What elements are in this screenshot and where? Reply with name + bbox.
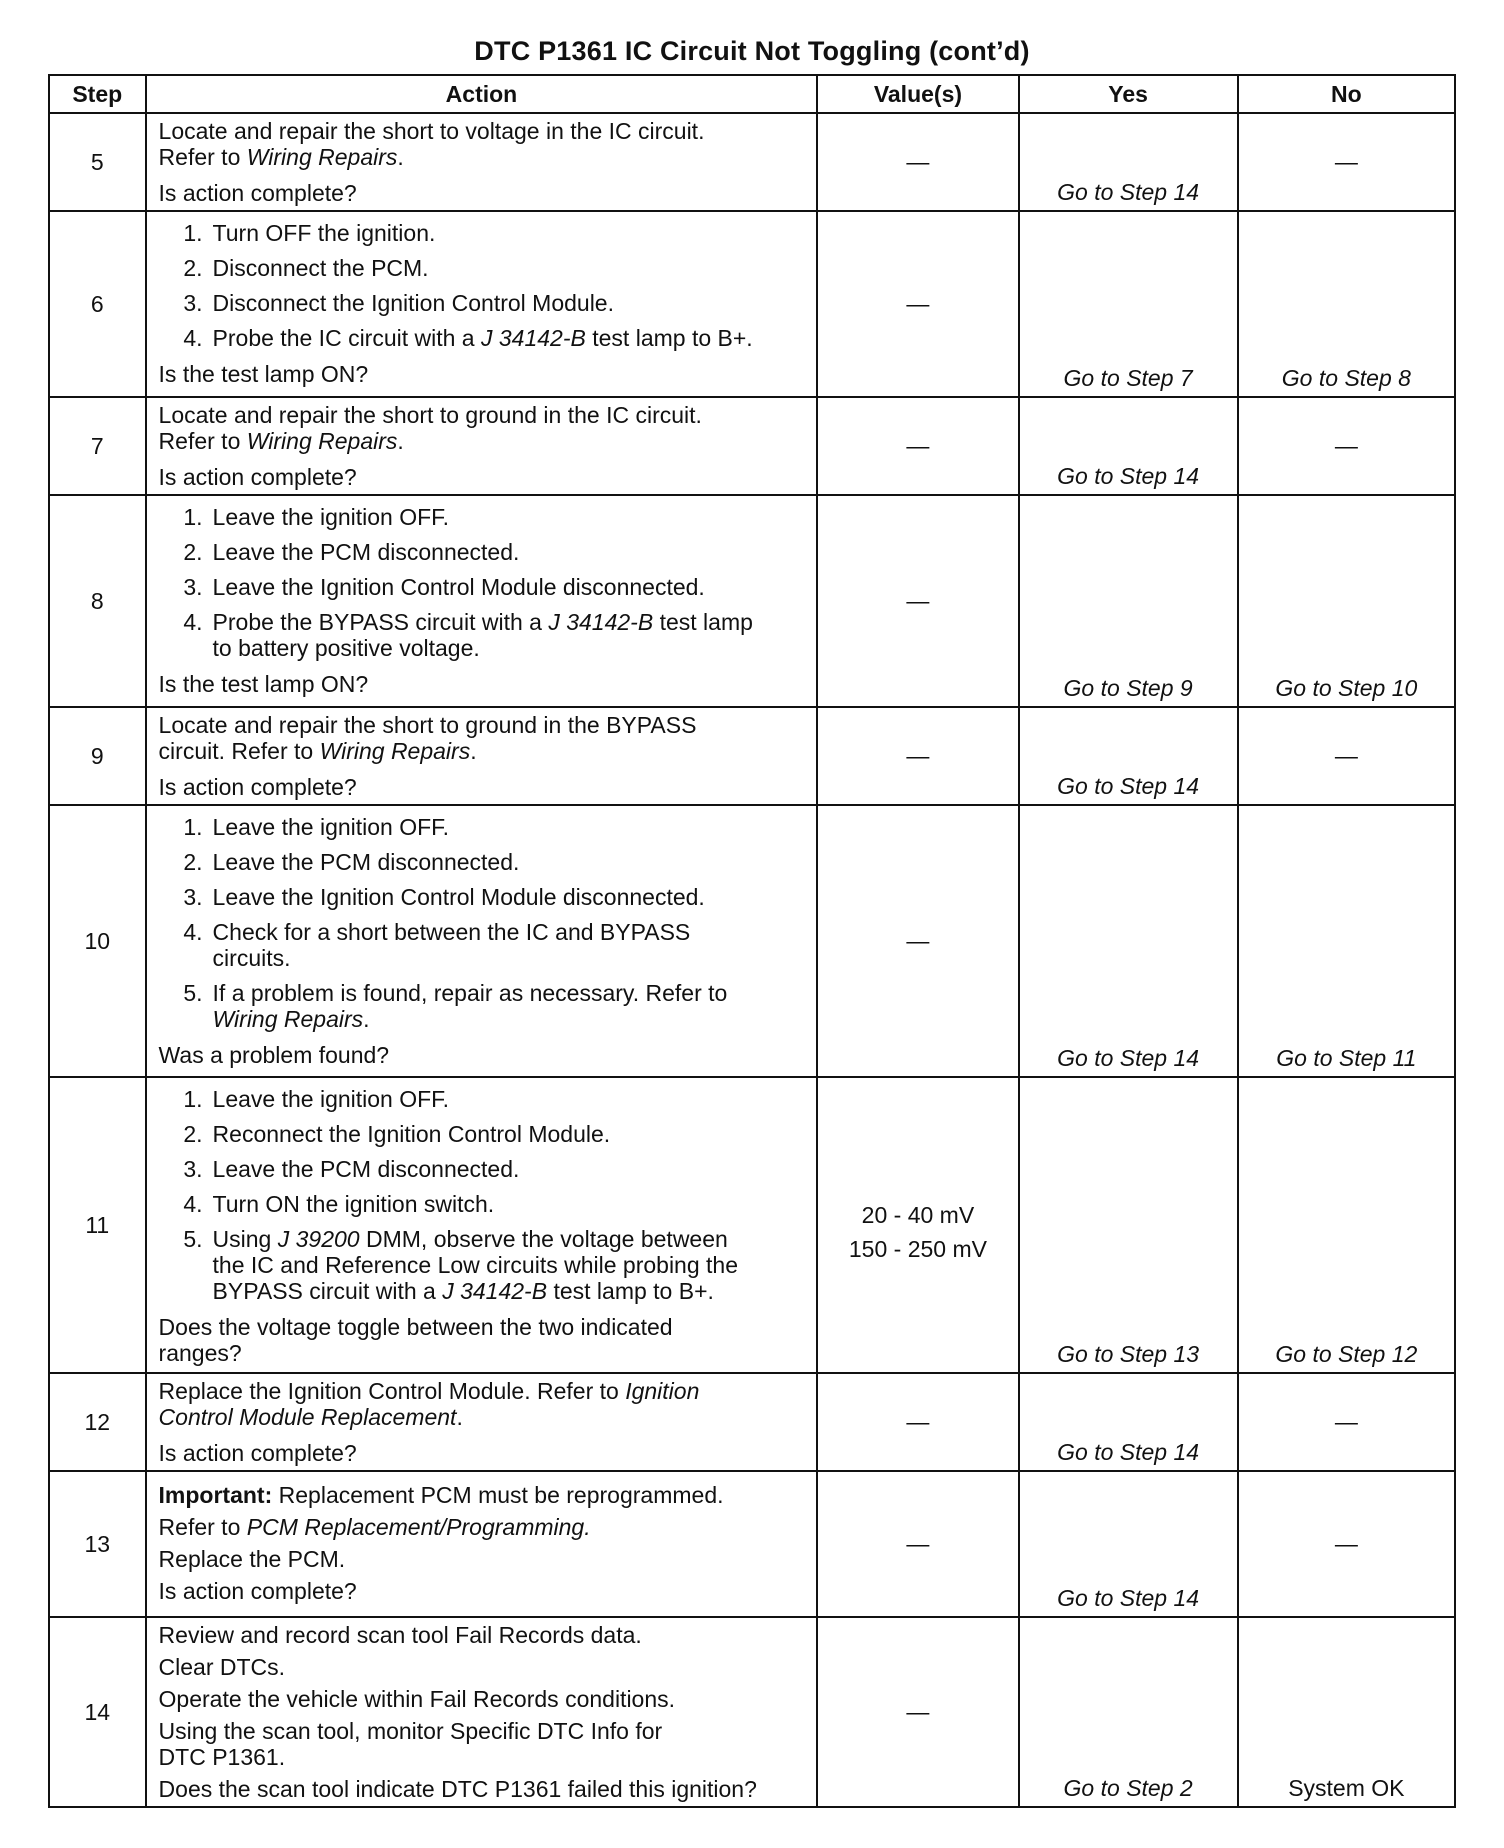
list-item: 4. Turn ON the ignition switch. bbox=[183, 1191, 495, 1217]
yes-cell bbox=[1019, 397, 1238, 495]
action-question: Does the scan tool indicate DTC P1361 failed this ignition? bbox=[158, 1776, 757, 1802]
no-cell bbox=[1238, 805, 1455, 1077]
action-line: Refer to Wiring Repairs. bbox=[158, 144, 404, 170]
list-item: 2. Disconnect the PCM. bbox=[183, 255, 429, 281]
yes-cell bbox=[1019, 1077, 1238, 1373]
list-item: 3. Leave the Ignition Control Module disconnected. bbox=[183, 884, 705, 910]
yes-cell bbox=[1019, 1471, 1238, 1617]
value-cell: — bbox=[817, 1617, 1018, 1807]
column-header-step: Step bbox=[49, 75, 146, 113]
action-line: Using the scan tool, monitor Specific DTC Info for bbox=[158, 1718, 663, 1744]
step-number: 10 bbox=[49, 805, 146, 1077]
table-row bbox=[49, 113, 1455, 211]
yes-result: Go to Step 14 bbox=[1057, 179, 1200, 205]
yes-result: Go to Step 14 bbox=[1057, 1045, 1200, 1071]
yes-result: Go to Step 2 bbox=[1063, 1775, 1193, 1801]
action-line: Locate and repair the short to ground in the BYPASS bbox=[158, 712, 697, 738]
no-result: — bbox=[1334, 432, 1358, 459]
no-cell bbox=[1238, 397, 1455, 495]
action-list bbox=[159, 1086, 807, 1304]
value-cell: — bbox=[817, 805, 1018, 1077]
action-cell bbox=[146, 707, 818, 805]
list-item: 4. Probe the IC circuit with a J 34142-B test lamp to B+. bbox=[183, 325, 753, 351]
no-cell bbox=[1238, 1373, 1455, 1471]
action-question: Is the test lamp ON? bbox=[158, 671, 369, 697]
action-cell bbox=[146, 805, 818, 1077]
diagnostic-table bbox=[48, 74, 1456, 1808]
action-line: Locate and repair the short to voltage in the IC circuit. bbox=[158, 118, 705, 144]
no-cell bbox=[1238, 113, 1455, 211]
value-cell: — bbox=[817, 211, 1018, 397]
no-cell bbox=[1238, 495, 1455, 707]
action-cell bbox=[146, 211, 818, 397]
yes-result: Go to Step 14 bbox=[1057, 1585, 1200, 1611]
no-result: Go to Step 8 bbox=[1281, 365, 1411, 391]
table-row bbox=[49, 805, 1455, 1077]
no-cell bbox=[1238, 1617, 1455, 1807]
list-item: 3. Leave the PCM disconnected. bbox=[183, 1156, 520, 1182]
value-cell: — bbox=[817, 1471, 1018, 1617]
list-item: 1. Turn OFF the ignition. bbox=[183, 220, 436, 246]
action-question: Is action complete? bbox=[158, 180, 357, 206]
yes-cell bbox=[1019, 211, 1238, 397]
important-note: Important: Replacement PCM must be reprogrammed. bbox=[158, 1482, 724, 1508]
step-number: 12 bbox=[49, 1373, 146, 1471]
action-line: Locate and repair the short to ground in the IC circuit. bbox=[158, 402, 702, 428]
table-row bbox=[49, 1617, 1455, 1807]
no-cell bbox=[1238, 1077, 1455, 1373]
action-line: Replace the Ignition Control Module. Refer to Ignition bbox=[158, 1378, 700, 1404]
list-item: 3. Disconnect the Ignition Control Module. bbox=[183, 290, 614, 316]
reference-link: Ignition bbox=[625, 1378, 700, 1404]
no-result: System OK bbox=[1288, 1775, 1405, 1801]
no-result: — bbox=[1334, 1408, 1358, 1435]
column-header-action: Action bbox=[146, 75, 818, 113]
step-number: 14 bbox=[49, 1617, 146, 1807]
action-cell bbox=[146, 495, 818, 707]
column-header-values: Value(s) bbox=[817, 75, 1018, 113]
table-header-row bbox=[49, 75, 1455, 113]
value-range: 150 - 250 mV bbox=[848, 1236, 987, 1262]
list-item: 2. Reconnect the Ignition Control Module. bbox=[183, 1121, 611, 1147]
value-cell: — bbox=[817, 1373, 1018, 1471]
action-cell bbox=[146, 397, 818, 495]
action-question: ranges? bbox=[158, 1340, 242, 1366]
yes-result: Go to Step 7 bbox=[1063, 365, 1193, 391]
list-item: 4. Probe the BYPASS circuit with a J 34142-B test lamp to battery positive voltage. bbox=[183, 609, 753, 661]
no-result: Go to Step 12 bbox=[1275, 1341, 1418, 1367]
table-row bbox=[49, 211, 1455, 397]
list-item: 3. Leave the Ignition Control Module disconnected. bbox=[183, 574, 705, 600]
reference-link: Control Module Replacement bbox=[158, 1404, 457, 1430]
action-question: Is action complete? bbox=[158, 1578, 357, 1604]
list-item: 5. Using J 39200 DMM, observe the voltage between the IC and Reference Low circuits while probing the BYPASS circuit with a J 34142-B test lamp to B+. bbox=[183, 1226, 738, 1304]
step-number: 5 bbox=[49, 113, 146, 211]
yes-result: Go to Step 13 bbox=[1057, 1341, 1200, 1367]
action-line: Clear DTCs. bbox=[158, 1654, 286, 1680]
no-cell bbox=[1238, 1471, 1455, 1617]
action-question: Is action complete? bbox=[158, 1440, 357, 1466]
reference-link: Wiring Repairs bbox=[319, 738, 471, 764]
yes-cell bbox=[1019, 1617, 1238, 1807]
table-row bbox=[49, 1471, 1455, 1617]
list-item: 1. Leave the ignition OFF. bbox=[183, 504, 450, 530]
table-row bbox=[49, 1373, 1455, 1471]
action-line: DTC P1361. bbox=[158, 1744, 286, 1770]
action-line: Refer to Wiring Repairs. bbox=[158, 428, 404, 454]
list-item: 2. Leave the PCM disconnected. bbox=[183, 849, 520, 875]
no-result: — bbox=[1334, 742, 1358, 769]
action-cell bbox=[146, 1077, 818, 1373]
action-question: Is action complete? bbox=[158, 464, 357, 490]
action-line: Review and record scan tool Fail Records data. bbox=[158, 1622, 642, 1648]
list-item: 2. Leave the PCM disconnected. bbox=[183, 539, 520, 565]
action-line: Replace the PCM. bbox=[158, 1546, 346, 1572]
page-title: DTC P1361 IC Circuit Not Toggling (cont’d) bbox=[474, 36, 1030, 66]
no-cell bbox=[1238, 211, 1455, 397]
action-question: Is the test lamp ON? bbox=[158, 361, 369, 387]
action-list bbox=[159, 220, 807, 351]
step-number: 13 bbox=[49, 1471, 146, 1617]
column-header-no: No bbox=[1238, 75, 1455, 113]
step-number: 9 bbox=[49, 707, 146, 805]
no-cell bbox=[1238, 707, 1455, 805]
value-cell: — bbox=[817, 707, 1018, 805]
action-line: circuit. Refer to Wiring Repairs. bbox=[158, 738, 477, 764]
list-item: 1. Leave the ignition OFF. bbox=[183, 814, 450, 840]
table-row bbox=[49, 397, 1455, 495]
yes-cell bbox=[1019, 1373, 1238, 1471]
yes-cell bbox=[1019, 113, 1238, 211]
no-result: Go to Step 10 bbox=[1275, 675, 1418, 701]
step-number: 8 bbox=[49, 495, 146, 707]
table-row bbox=[49, 1077, 1455, 1373]
table-row bbox=[49, 495, 1455, 707]
value-cell: — bbox=[817, 397, 1018, 495]
action-line: Control Module Replacement. bbox=[158, 1404, 463, 1430]
action-question: Is action complete? bbox=[158, 774, 357, 800]
no-result: Go to Step 11 bbox=[1276, 1045, 1417, 1071]
value-cell bbox=[817, 1077, 1018, 1373]
reference-link: Wiring Repairs bbox=[246, 428, 398, 454]
action-line: Refer to PCM Replacement/Programming. bbox=[158, 1514, 591, 1540]
yes-cell bbox=[1019, 707, 1238, 805]
action-cell bbox=[146, 1617, 818, 1807]
value-cell: — bbox=[817, 495, 1018, 707]
no-result: — bbox=[1334, 1530, 1358, 1557]
list-item: 1. Leave the ignition OFF. bbox=[183, 1086, 450, 1112]
action-cell bbox=[146, 1471, 818, 1617]
yes-cell bbox=[1019, 495, 1238, 707]
action-question: Does the voltage toggle between the two indicated bbox=[158, 1314, 673, 1340]
list-item: 4. Check for a short between the IC and BYPASS circuits. bbox=[183, 919, 691, 971]
table-row bbox=[49, 707, 1455, 805]
yes-result: Go to Step 14 bbox=[1057, 1439, 1200, 1465]
step-number: 11 bbox=[49, 1077, 146, 1373]
value-cell: — bbox=[817, 113, 1018, 211]
yes-result: Go to Step 14 bbox=[1057, 773, 1200, 799]
action-line: Operate the vehicle within Fail Records conditions. bbox=[158, 1686, 676, 1712]
action-question: Was a problem found? bbox=[158, 1042, 390, 1068]
step-number: 7 bbox=[49, 397, 146, 495]
action-cell bbox=[146, 113, 818, 211]
column-header-yes: Yes bbox=[1019, 75, 1238, 113]
action-list bbox=[159, 814, 807, 1032]
reference-link: Wiring Repairs bbox=[246, 144, 398, 170]
yes-cell bbox=[1019, 805, 1238, 1077]
yes-result: Go to Step 9 bbox=[1063, 675, 1193, 701]
value-range: 20 - 40 mV bbox=[861, 1202, 975, 1228]
step-number: 6 bbox=[49, 211, 146, 397]
no-result: — bbox=[1334, 148, 1358, 175]
reference-link: PCM Replacement/Programming. bbox=[246, 1514, 591, 1540]
list-item: 5. If a problem is found, repair as necessary. Refer to Wiring Repairs. bbox=[183, 980, 728, 1032]
action-list bbox=[159, 504, 807, 661]
yes-result: Go to Step 14 bbox=[1057, 463, 1200, 489]
action-cell bbox=[146, 1373, 818, 1471]
